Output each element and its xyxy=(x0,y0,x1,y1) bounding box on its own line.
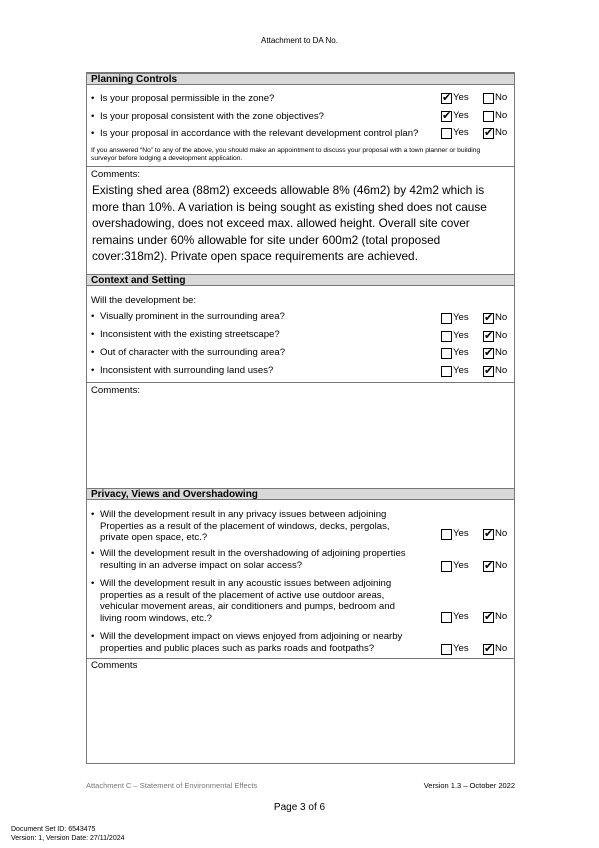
bullet: • xyxy=(91,93,95,104)
context-q3-yes-checkbox[interactable]: Yes xyxy=(441,347,469,360)
bullet: • xyxy=(91,509,95,520)
planning-q2-yes-checkbox[interactable]: ✔ Yes xyxy=(442,108,469,122)
tick-icon: ✔ xyxy=(484,558,494,572)
privacy-q1-yes-checkbox[interactable]: Yes xyxy=(441,528,469,541)
privacy-question-4: • Will the development impact on views enjoyed from adjoining or nearby properties and public places such as parks roads and footpaths? xyxy=(91,631,403,654)
tick-icon: ✔ xyxy=(442,108,452,122)
context-q3-no-checkbox[interactable]: ✔ No xyxy=(484,345,508,359)
tick-icon: ✔ xyxy=(442,90,452,104)
bullet: • xyxy=(91,128,95,139)
privacy-q2-no-checkbox[interactable]: ✔ No xyxy=(484,558,508,572)
planning-q1-yes-checkbox[interactable]: ✔ Yes xyxy=(442,90,469,104)
tick-icon: ✔ xyxy=(484,641,494,655)
bullet: • xyxy=(91,111,95,122)
privacy-comments-area[interactable] xyxy=(91,674,510,760)
bullet: • xyxy=(91,311,95,322)
document-set-id: Document Set ID: 6543475 xyxy=(11,826,96,833)
context-comments-area[interactable] xyxy=(91,399,510,487)
divider xyxy=(87,382,514,383)
context-q4-yes-checkbox[interactable]: Yes xyxy=(441,365,469,378)
tick-icon: ✔ xyxy=(484,310,494,324)
planning-q1-no-checkbox[interactable]: No xyxy=(483,92,507,105)
form-table xyxy=(86,72,515,764)
bullet: • xyxy=(91,578,95,589)
section-title-planning: Planning Controls xyxy=(87,73,514,85)
context-q4-no-checkbox[interactable]: ✔ No xyxy=(484,363,508,377)
privacy-q3-no-checkbox[interactable]: ✔ No xyxy=(484,609,508,623)
privacy-q4-yes-checkbox[interactable]: Yes xyxy=(441,643,469,656)
planning-q3-yes-checkbox[interactable]: Yes xyxy=(441,127,469,140)
privacy-q1-no-checkbox[interactable]: ✔ No xyxy=(484,526,508,540)
planning-comments-text[interactable]: Existing shed area (88m2) exceeds allowable 8% (46m2) by 42m2 which is more than 10%. A variation is being sought as existing shed does not cause overshadowing, does not exceed max. allowed height. Overall site cover remains under 60% allowable for site under 600m2 (total proposed cover:318m2). Private open space requirements are achieved. xyxy=(92,183,487,263)
context-q1-no-checkbox[interactable]: ✔ No xyxy=(484,310,508,324)
context-q2-yes-checkbox[interactable]: Yes xyxy=(441,330,469,343)
context-q1-yes-checkbox[interactable]: Yes xyxy=(441,312,469,325)
tick-icon: ✔ xyxy=(484,328,494,342)
footer-version: Version 1.3 – October 2022 xyxy=(423,781,515,790)
privacy-question-1: • Will the development result in any privacy issues between adjoining Properties as a result of the placement of windows, decks, pergolas, private open space, etc.? xyxy=(91,509,390,543)
planning-q2-no-checkbox[interactable]: No xyxy=(483,110,507,123)
tick-icon: ✔ xyxy=(484,125,494,139)
tick-icon: ✔ xyxy=(484,526,494,540)
bullet: • xyxy=(91,329,95,340)
planning-note: If you answered “No” to any of the above, you should make an appointment to discuss your proposal with a town planner or building surveyor before lodging a development application. xyxy=(91,147,481,162)
bullet: • xyxy=(91,347,95,358)
planning-comments-label: Comments: xyxy=(91,169,141,180)
bullet: • xyxy=(91,548,95,559)
bullet: • xyxy=(91,365,95,376)
privacy-q4-no-checkbox[interactable]: ✔ No xyxy=(484,641,508,655)
section-title-privacy: Privacy, Views and Overshadowing xyxy=(87,488,514,500)
section-title-context: Context and Setting xyxy=(87,274,514,286)
context-question-1: • Visually prominent in the surrounding area? xyxy=(91,311,285,322)
document-version: Version: 1, Version Date: 27/11/2024 xyxy=(11,835,125,842)
context-comments-label: Comments: xyxy=(91,385,141,396)
context-intro: Will the development be: xyxy=(91,295,197,306)
context-question-4: • Inconsistent with surrounding land uses? xyxy=(91,365,274,376)
planning-question-1: • Is your proposal permissible in the zone? xyxy=(91,93,275,104)
privacy-question-3: • Will the development result in any acoustic issues between adjoining properties as a result of the placement of active use outdoor areas, vehicular movement areas, air conditioners and pumps, bedroom and living room windows, etc.? xyxy=(91,578,395,624)
footer-title: Attachment C – Statement of Environmental Effects xyxy=(86,781,258,790)
context-q2-no-checkbox[interactable]: ✔ No xyxy=(484,328,508,342)
attachment-note: Attachment to DA No. xyxy=(261,36,338,45)
tick-icon: ✔ xyxy=(484,609,494,623)
privacy-question-2: • Will the development result in the overshadowing of adjoining properties resulting in an adverse impact on solar access? xyxy=(91,548,406,571)
divider xyxy=(87,658,514,659)
planning-question-2: • Is your proposal consistent with the zone objectives? xyxy=(91,111,324,122)
divider xyxy=(87,166,514,167)
planning-q3-no-checkbox[interactable]: ✔ No xyxy=(484,125,508,139)
planning-question-3: • Is your proposal in accordance with the relevant development control plan? xyxy=(91,128,419,139)
privacy-comments-label: Comments xyxy=(91,660,138,671)
page-number: Page 3 of 6 xyxy=(273,802,326,813)
context-question-3: • Out of character with the surrounding area? xyxy=(91,347,286,358)
tick-icon: ✔ xyxy=(484,363,494,377)
tick-icon: ✔ xyxy=(484,345,494,359)
bullet: • xyxy=(91,631,95,642)
privacy-q2-yes-checkbox[interactable]: Yes xyxy=(441,560,469,573)
privacy-q3-yes-checkbox[interactable]: Yes xyxy=(441,611,469,624)
context-question-2: • Inconsistent with the existing streetscape? xyxy=(91,329,280,340)
